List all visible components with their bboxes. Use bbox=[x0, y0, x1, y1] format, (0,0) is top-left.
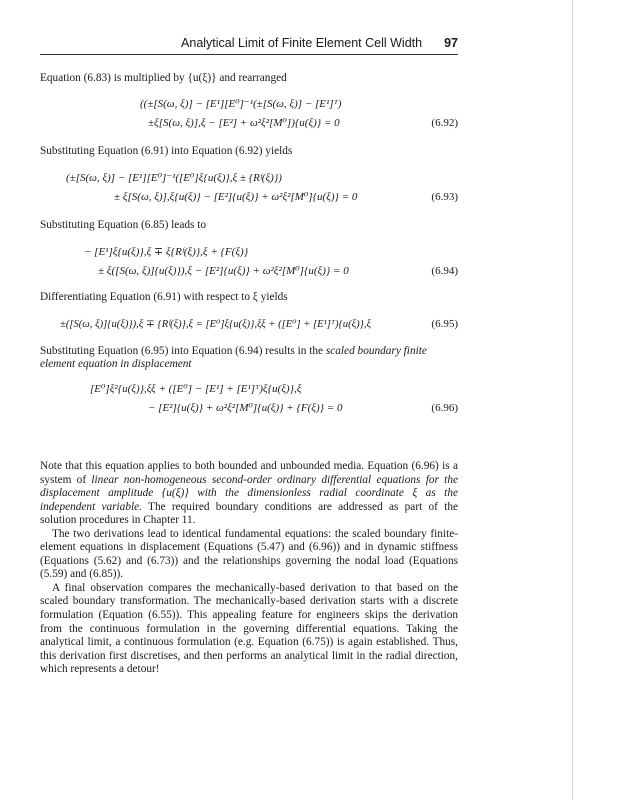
eq-number-6-92: (6.92) bbox=[431, 117, 458, 129]
scaled-boundary-term: scaled boundary finite element equation in displacement bbox=[40, 345, 427, 371]
eq-number-6-94: (6.94) bbox=[431, 265, 458, 277]
note-text-c: The required boundary conditions are addressed as part of the solution procedures in Chapter 11. bbox=[40, 500, 458, 527]
page-edge bbox=[572, 0, 573, 800]
paragraph-final-observation: A final observation compares the mechanically-based derivation to that based on the scaled boundary transformation. The mechanically-based derivation starts with a discrete formulation (Equation (6.55)). This appealing feature for engineers skips the derivation from the continuous formulation in the governing differential equations. Taking the analytical limit, a continuous formulation (e.g. Equation (6.75)) is again established. Thus, this derivation first discretises, and then performs an analytical limit in the radial direction, which represents a detour! bbox=[40, 581, 458, 676]
note-text-emphasis: linear non-homogeneous second-order ordinary differential equations for the displacement amplitude {u(ξ)} with the dimensionless radial coordinate ξ as the independent variable. bbox=[40, 473, 458, 513]
header-rule bbox=[40, 54, 458, 55]
note-text-a: Note that this equation applies to both bounded and unbounded media. Equation (6.96) is a system of bbox=[40, 460, 458, 486]
paragraph-substituting-685: Substituting Equation (6.85) leads to bbox=[40, 219, 206, 231]
paragraph-lead-text: Substituting Equation (6.95) into Equation (6.94) results in the bbox=[40, 345, 324, 357]
running-header bbox=[40, 36, 458, 50]
eq-number-6-95: (6.95) bbox=[431, 318, 458, 330]
eq-6-94-line1: − [E¹]ξ{u(ξ)},ξ ∓ ξ{Rᶠ(ξ)},ξ + {F(ξ)} bbox=[84, 246, 249, 258]
paragraph-substituting-691: Substituting Equation (6.91) into Equation (6.92) yields bbox=[40, 145, 293, 157]
eq-6-93-line2: ± ξ[S(ω, ξ)],ξ{u(ξ)} − [E²]{u(ξ)} + ω²ξ²[M⁰]{u(ξ)} = 0 bbox=[114, 191, 358, 203]
paragraph-note bbox=[40, 460, 458, 528]
eq-6-92-line2: ±ξ[S(ω, ξ)],ξ − [E²] + ω²ξ²[M⁰]){u(ξ)} = 0 bbox=[148, 117, 340, 129]
eq-6-92-line1: ((±[S(ω, ξ)] − [E¹][E⁰]⁻¹(±[S(ω, ξ)] − [E¹]ᵀ) bbox=[140, 98, 342, 110]
eq-6-96-line2: − [E²]{u(ξ)} + ω²ξ²[M⁰]{u(ξ)} + {F(ξ)} = 0 bbox=[148, 402, 343, 414]
paragraph-differentiating: Differentiating Equation (6.91) with respect to ξ yields bbox=[40, 291, 288, 303]
running-title: Analytical Limit of Finite Element Cell Width bbox=[181, 36, 423, 50]
paragraph-two-derivations: The two derivations lead to identical fundamental equations: the scaled boundary finite-element equations in displacement (Equations (5.47) and (6.96)) and in dynamic stiffness (Equations (5.62) and (6.73)) and the relationships governing the nodal load (Equations (5.59) and (6.85)). bbox=[40, 527, 458, 581]
eq-6-95-line1: ±([S(ω, ξ)]{u(ξ)}),ξ ∓ {Rᶠ(ξ)},ξ = [E⁰]ξ{u(ξ)},ξξ + ([E⁰] + [E¹]ᵀ){u(ξ)},ξ bbox=[60, 319, 372, 330]
body-text bbox=[40, 460, 458, 677]
eq-6-94-line2: ± ξ([S(ω, ξ)]{u(ξ)}),ξ − [E²]{u(ξ)} + ω²ξ²[M⁰]{u(ξ)} = 0 bbox=[98, 265, 349, 277]
paragraph-substituting-695 bbox=[40, 345, 458, 372]
page-number: 97 bbox=[444, 36, 458, 50]
paragraph-intro: Equation (6.83) is multiplied by {u(ξ)} and rearranged bbox=[40, 72, 287, 84]
eq-number-6-96: (6.96) bbox=[431, 402, 458, 414]
eq-6-93-line1: (±[S(ω, ξ)] − [E¹][E⁰]⁻¹([E⁰]ξ{u(ξ)},ξ ± {Rᶠ(ξ)}) bbox=[66, 172, 282, 184]
eq-number-6-93: (6.93) bbox=[431, 191, 458, 203]
eq-6-96-line1: [E⁰]ξ²{u(ξ)},ξξ + ([E⁰] − [E¹] + [E¹]ᵀ)ξ{u(ξ)},ξ bbox=[90, 383, 302, 395]
